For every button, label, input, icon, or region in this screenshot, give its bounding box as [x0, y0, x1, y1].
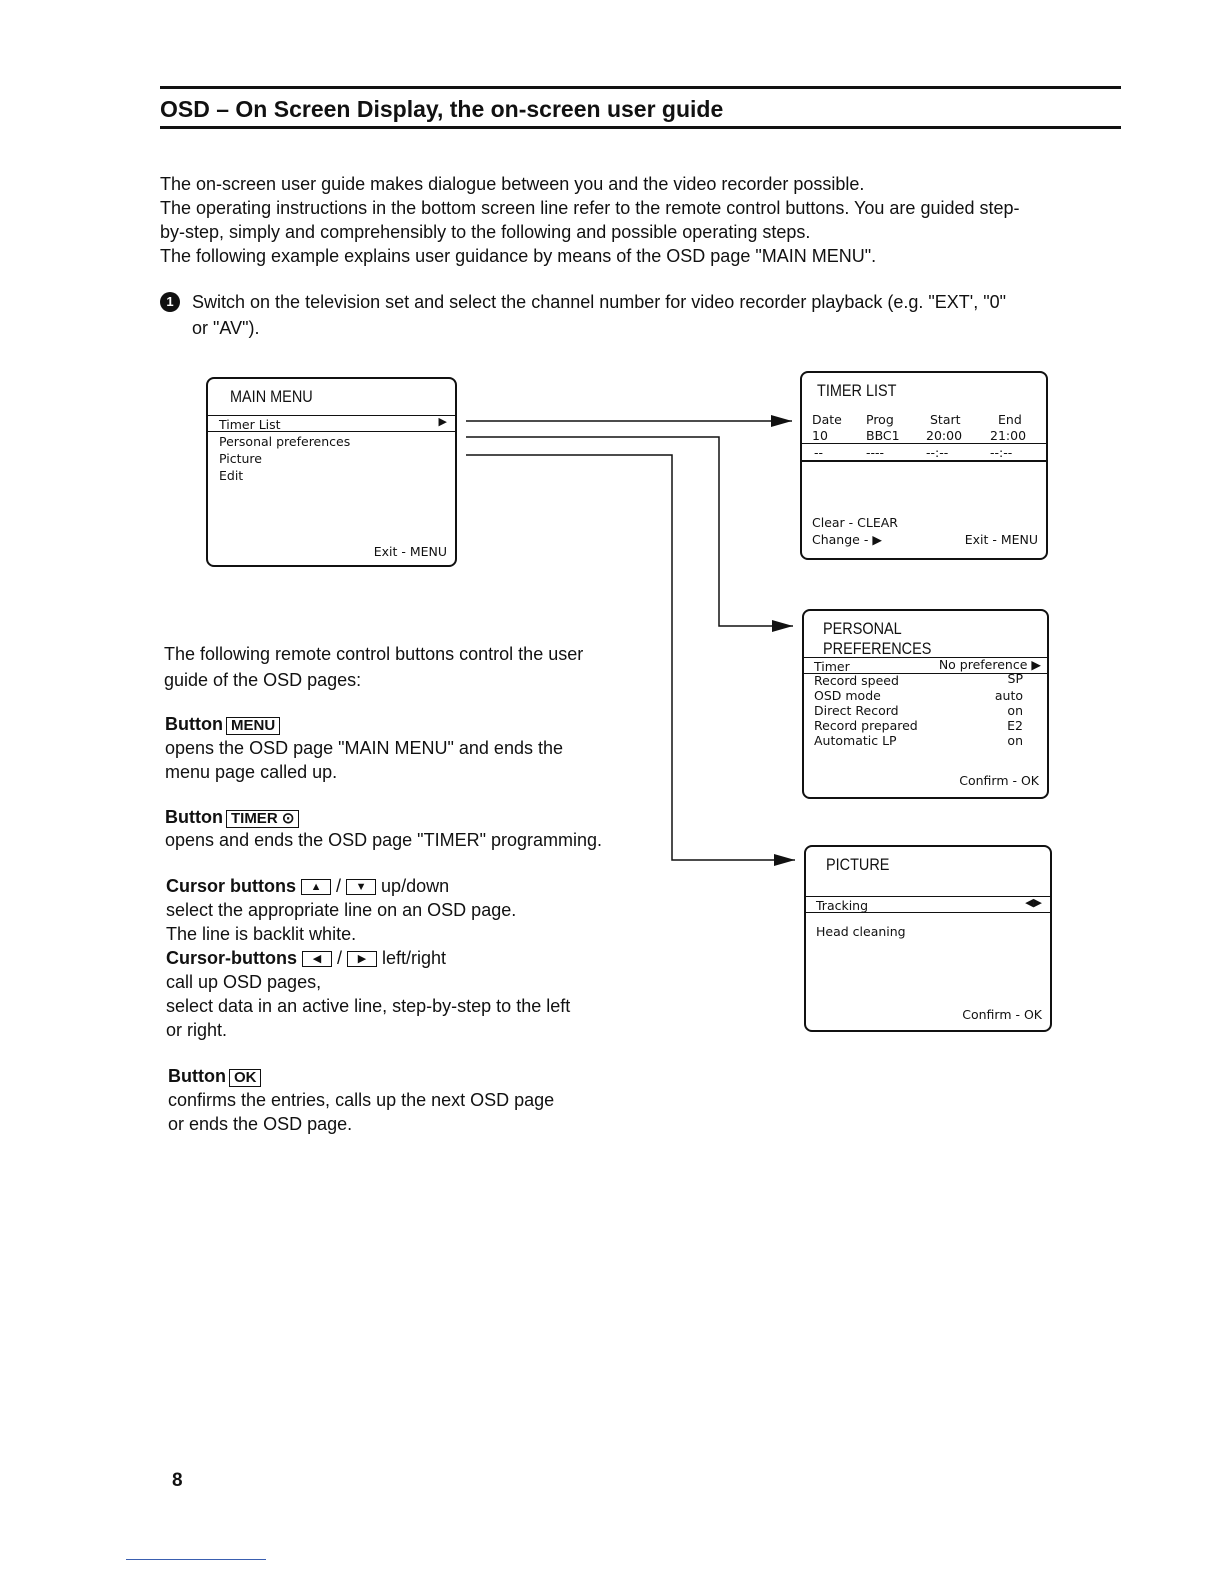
intro-line: The operating instructions in the bottom screen line refer to the remote control buttons. You are guided step- — [160, 198, 1020, 218]
buttons-intro: guide of the OSD pages: — [164, 670, 362, 690]
confirm-hint: Confirm - OK — [959, 773, 1039, 788]
leftright-desc: call up OSD pages, — [166, 972, 322, 992]
timer-cell: 20:00 — [926, 428, 963, 443]
heading-label: Cursor buttons — [166, 876, 296, 896]
pref-value: on — [1007, 703, 1023, 718]
down-key-icon: ▼ — [346, 879, 376, 895]
timer-cell: -- — [814, 445, 824, 460]
leftright-desc: or right. — [166, 1020, 228, 1040]
ok-button-heading — [168, 1064, 261, 1088]
menu-item-timer-list[interactable]: Timer List — [219, 417, 281, 432]
step-text: or "AV"). — [192, 318, 260, 338]
pref-value: No preference ▶ — [938, 657, 1041, 672]
confirm-hint: Confirm - OK — [962, 1007, 1042, 1022]
buttons-intro: The following remote control buttons control the user — [164, 644, 584, 664]
intro-line: The on-screen user guide makes dialogue between you and the video recorder possible. — [160, 174, 865, 194]
timer-cell: ---- — [866, 445, 885, 460]
menu-button-desc: opens the OSD page "MAIN MENU" and ends the — [165, 738, 563, 758]
col-header-end: End — [998, 412, 1022, 427]
heading-label: Button — [168, 1066, 226, 1086]
ok-button-desc: or ends the OSD page. — [168, 1114, 353, 1134]
picture-label: Head cleaning — [816, 924, 906, 939]
pref-value: on — [1007, 733, 1023, 748]
ok-key-icon: OK — [229, 1069, 262, 1087]
intro-line: by-step, simply and comprehensibly to the following and possible operating steps. — [160, 222, 811, 242]
page-title: OSD – On Screen Display, the on-screen user guide — [160, 96, 724, 122]
change-hint: Change - ▶ — [812, 532, 882, 547]
main-menu-screen — [206, 377, 457, 567]
heading-suffix: up/down — [381, 876, 450, 896]
menu-item-personal-preferences[interactable]: Personal preferences — [219, 434, 351, 449]
menu-item-picture[interactable]: Picture — [219, 451, 262, 466]
exit-hint: Exit - MENU — [964, 532, 1038, 547]
pref-value: E2 — [1007, 718, 1023, 733]
left-key-icon: ◀ — [302, 951, 332, 967]
col-header-date: Date — [812, 412, 842, 427]
timer-cell: 10 — [812, 428, 828, 443]
timer-cell: --:-- — [990, 445, 1013, 460]
timer-cell: BBC1 — [866, 428, 900, 443]
heading-suffix: left/right — [382, 948, 447, 968]
right-key-icon: ▶ — [347, 951, 377, 967]
picture-label: Tracking — [816, 898, 869, 913]
pref-value: SP — [1007, 671, 1023, 686]
step-text: Switch on the television set and select the channel number for video recorder playback (e.g. "EXT', "0" — [192, 292, 1007, 312]
main-menu-title: MAIN MENU — [230, 387, 313, 406]
arrow-right-icon: ▶ — [438, 415, 447, 428]
updown-desc: select the appropriate line on an OSD page. — [166, 900, 517, 920]
footer-line — [126, 1559, 266, 1560]
pref-label: Direct Record — [814, 703, 899, 718]
updown-heading: Cursor buttons ▲ / ▼ up/down — [166, 876, 450, 896]
timer-list-title: TIMER LIST — [817, 381, 897, 400]
personal-preferences-screen — [802, 609, 1049, 799]
ok-button-desc: confirms the entries, calls up the next OSD page — [168, 1090, 555, 1110]
heading-label: Button — [165, 807, 223, 827]
intro-line: The following example explains user guidance by means of the OSD page "MAIN MENU". — [160, 246, 877, 266]
pref-label: OSD mode — [814, 688, 881, 703]
col-header-start: Start — [930, 412, 961, 427]
picture-screen — [804, 845, 1052, 1032]
menu-button-desc: menu page called up. — [165, 762, 338, 782]
leftright-heading: Cursor-buttons ◀ / ▶ left/right — [166, 948, 447, 968]
pref-value: auto — [994, 688, 1023, 703]
timer-button-desc: opens and ends the OSD page "TIMER" programming. — [165, 830, 603, 850]
page-number: 8 — [172, 1470, 183, 1491]
arrow-personal-preferences — [466, 437, 793, 626]
timer-button-heading — [165, 805, 299, 829]
col-header-prog: Prog — [866, 412, 894, 427]
heading-label: Cursor-buttons — [166, 948, 297, 968]
personal-preferences-title: PERSONAL PREFERENCES — [823, 619, 932, 658]
step-number-badge: 1 — [160, 292, 180, 312]
timer-key-icon: TIMER ⊙ — [226, 810, 299, 828]
up-key-icon: ▲ — [301, 879, 331, 895]
timer-cell: --:-- — [926, 445, 949, 460]
menu-item-edit[interactable]: Edit — [219, 468, 244, 483]
pref-label: Timer — [814, 659, 850, 674]
exit-hint: Exit - MENU — [373, 544, 447, 559]
heading-label: Button — [165, 714, 223, 734]
menu-key-icon: MENU — [226, 717, 280, 735]
timer-list-screen — [800, 371, 1048, 560]
updown-desc: The line is backlit white. — [166, 924, 357, 944]
left-right-arrows-icon: ◀▶ — [1025, 896, 1042, 909]
pref-label: Record speed — [814, 673, 899, 688]
picture-title: PICTURE — [826, 855, 890, 874]
clear-hint: Clear - CLEAR — [812, 515, 898, 530]
timer-cell: 21:00 — [990, 428, 1027, 443]
menu-button-heading — [165, 712, 280, 736]
leftright-desc: select data in an active line, step-by-step to the left — [166, 996, 571, 1016]
pref-label: Automatic LP — [814, 733, 897, 748]
pref-label: Record prepared — [814, 718, 918, 733]
